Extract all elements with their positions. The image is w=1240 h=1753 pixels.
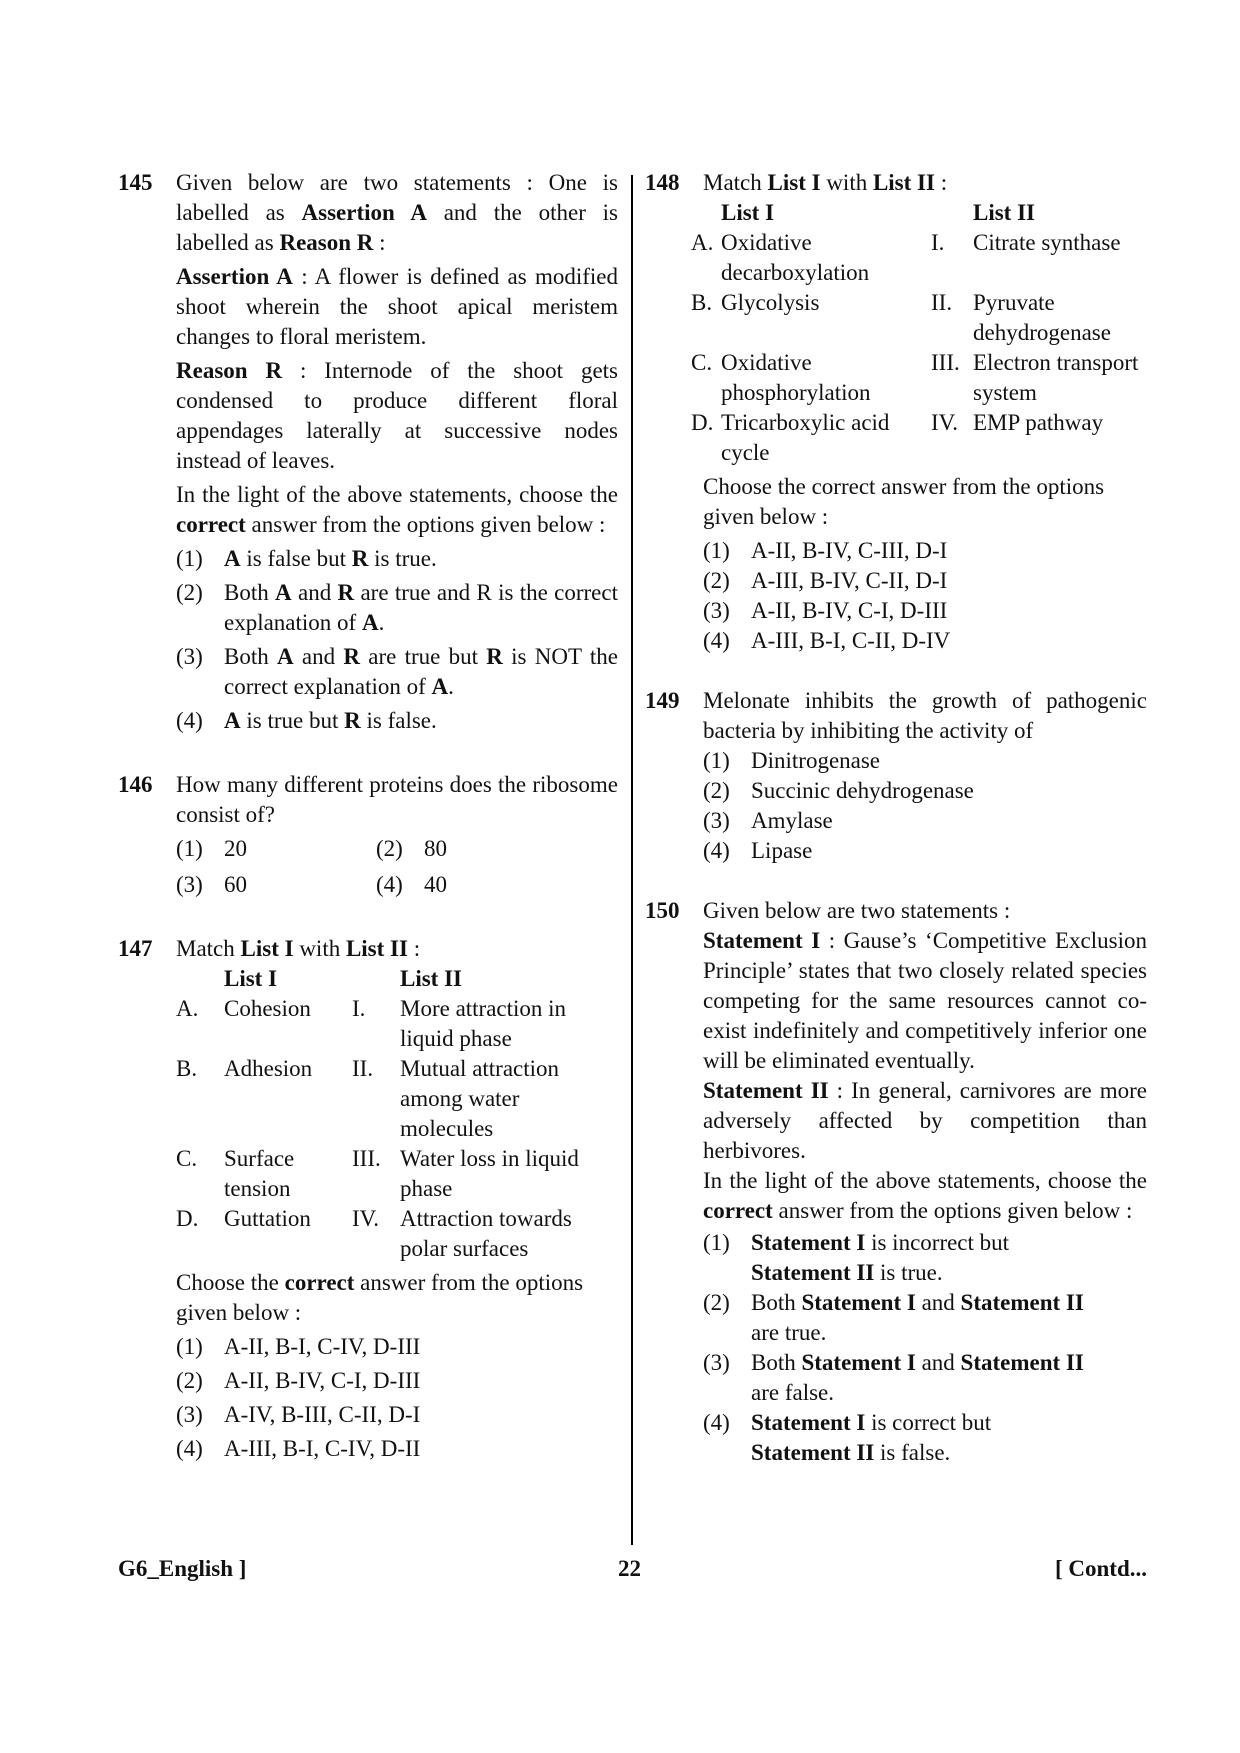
option-text: Both Statement I and Statement II are true. [751, 1290, 1084, 1345]
option-2 [703, 1288, 1147, 1348]
choose-bold: correct [176, 512, 246, 537]
row-roman: III. [352, 1146, 381, 1171]
question-number: 150 [645, 898, 680, 923]
choose-instruction: Choose the correct answer from the options given below : [703, 474, 1105, 529]
choose-instruction [176, 480, 618, 540]
option-number: (3) [703, 598, 730, 623]
list2-item: More attraction in liquid phase [400, 996, 567, 1051]
option-number: (2) [376, 836, 403, 861]
list2-header: List II [973, 200, 1035, 225]
option-text: A-II, B-IV, C-I, D-III [224, 1368, 421, 1393]
statement-2-text: : In general, carnivores are more adversely affected by competition than herbivores. [703, 1078, 1147, 1163]
question-147 [118, 934, 618, 1464]
question-145 [118, 168, 618, 736]
option-number: (3) [176, 644, 203, 669]
option-4 [176, 1434, 618, 1464]
statement-1-label: Statement I [703, 928, 821, 953]
row-roman: I. [352, 996, 366, 1021]
page-number: 22 [618, 1556, 641, 1581]
option-number: (4) [703, 838, 730, 863]
option-number: (2) [703, 778, 730, 803]
column-divider [631, 175, 633, 1545]
option-text: A-II, B-IV, C-III, D-I [751, 538, 948, 563]
option-text: 20 [224, 836, 247, 861]
options [703, 1228, 1147, 1468]
option-text: Dinitrogenase [751, 748, 881, 773]
choose-instruction [176, 1268, 618, 1328]
option-number: (4) [176, 1436, 203, 1461]
option-number: (4) [176, 708, 203, 733]
intro-text: with [820, 170, 873, 195]
row-letter: A. [691, 230, 714, 255]
option-text: Succinic dehydrogenase [751, 778, 974, 803]
list1-item: Guttation [224, 1206, 311, 1231]
option-number: (3) [703, 808, 730, 833]
row-letter: D. [176, 1206, 199, 1231]
question-text: How many different proteins does the ribosome consist of? [176, 772, 618, 827]
assertion-label: Assertion A [176, 264, 293, 289]
option-text: A is true but R is false. [224, 708, 437, 733]
option-text: A-II, B-I, C-IV, D-III [224, 1334, 421, 1359]
option-1 [176, 834, 376, 864]
list1-item: Glycolysis [721, 290, 820, 315]
row-letter: B. [691, 290, 713, 315]
question-149 [645, 686, 1147, 866]
option-1 [703, 536, 1147, 566]
intro-text: : [373, 230, 386, 255]
question-intro [176, 934, 618, 964]
option-number: (1) [176, 1334, 203, 1359]
option-3 [176, 870, 376, 900]
intro-list1: List I [767, 170, 821, 195]
option-2 [176, 578, 618, 638]
option-text: A-III, B-I, C-IV, D-II [224, 1436, 421, 1461]
option-1 [176, 544, 618, 574]
option-text: Amylase [751, 808, 833, 833]
option-text: Both Statement I and Statement II are false. [751, 1350, 1084, 1405]
list2-item: Mutual attraction among water molecules [400, 1056, 560, 1141]
question-number: 148 [645, 170, 680, 195]
question-number: 149 [645, 688, 680, 713]
intro-assertion: Assertion A [301, 200, 427, 225]
option-text: Lipase [751, 838, 813, 863]
choose-text: answer from the options given below : [772, 1198, 1133, 1223]
option-text: A-III, B-IV, C-II, D-I [751, 568, 948, 593]
row-roman: I. [931, 230, 945, 255]
option-text: Statement I is correct but Statement II is false. [751, 1410, 992, 1465]
option-3 [703, 1348, 1147, 1408]
statement-2-label: Statement II [703, 1078, 829, 1103]
options [703, 536, 1147, 656]
choose-text: In the light of the above statements, choose the [176, 482, 618, 507]
question-number: 147 [118, 936, 153, 961]
row-roman: II. [352, 1056, 374, 1081]
intro-list2: List II [872, 170, 935, 195]
list1-item: Oxidative decarboxylation [721, 230, 870, 285]
right-column [645, 168, 1147, 1468]
option-text: A is false but R is true. [224, 546, 437, 571]
option-text: 60 [224, 872, 247, 897]
row-roman: III. [931, 350, 960, 375]
option-2 [703, 776, 1147, 806]
list2-item: Attraction towards polar surfaces [400, 1206, 572, 1261]
list1-item: Adhesion [224, 1056, 313, 1081]
list2-item: Pyruvate dehydrogenase [973, 290, 1111, 345]
option-number: (2) [703, 568, 730, 593]
option-text: 40 [424, 872, 447, 897]
option-4 [176, 706, 618, 736]
option-number: (1) [176, 546, 203, 571]
option-number: (1) [703, 538, 730, 563]
option-1 [703, 1228, 1147, 1288]
option-number: (2) [176, 1368, 203, 1393]
assertion [176, 262, 618, 352]
option-number: (4) [703, 628, 730, 653]
options [176, 1332, 618, 1464]
choose-text: answer from the options given below : [245, 512, 606, 537]
list2-item: Citrate synthase [973, 230, 1121, 255]
statement-1 [703, 926, 1147, 1076]
option-4 [703, 836, 1147, 866]
statement-1-text: : Gause’s ‘Competitive Exclusion Principle’ states that two closely related species competing for the same resources cannot co-exist indefinitely and competitively inferior one will be eliminated eventually. [703, 928, 1147, 1073]
option-text: A-IV, B-III, C-II, D-I [224, 1402, 421, 1427]
intro-text: Given below are two statements : One is labelled as [176, 170, 618, 225]
row-letter: C. [691, 350, 713, 375]
assertion-text: : A flower is defined as modified shoot wherein the shoot apical meristem changes to floral meristem. [176, 264, 618, 349]
row-letter: A. [176, 996, 199, 1021]
list1-item: Cohesion [224, 996, 311, 1021]
intro-list2: List II [345, 936, 408, 961]
question-number: 146 [118, 772, 153, 797]
option-number: (1) [176, 836, 203, 861]
intro-text: : [934, 170, 948, 195]
choose-text: In the light of the above statements, choose the [703, 1168, 1147, 1193]
intro-text: with [293, 936, 346, 961]
row-roman: IV. [352, 1206, 380, 1231]
footer-code: G6_English ] [118, 1556, 247, 1581]
question-148 [645, 168, 1147, 656]
question-150 [645, 896, 1147, 1468]
option-number: (1) [703, 748, 730, 773]
question-intro [176, 168, 618, 258]
list2-item: EMP pathway [973, 410, 1104, 435]
question-text: Melonate inhibits the growth of pathogenic bacteria by inhibiting the activity of [703, 688, 1147, 743]
option-number: (3) [176, 872, 203, 897]
choose-instruction [703, 1166, 1147, 1226]
option-4 [376, 870, 576, 900]
row-letter: B. [176, 1056, 198, 1081]
list1-item: Surface tension [224, 1146, 295, 1201]
option-4 [703, 626, 1147, 656]
options [703, 746, 1147, 866]
reason-text: : Internode of the shoot gets condensed to produce different floral appendages laterally at successive nodes instead of leaves. [176, 358, 619, 473]
intro-reason: Reason R [279, 230, 374, 255]
match-table [176, 964, 618, 1264]
question-number: 145 [118, 170, 153, 195]
option-number: (1) [703, 1230, 730, 1255]
left-column [118, 168, 618, 1468]
choose-text: answer from the options given below : [176, 1270, 584, 1325]
option-3 [176, 642, 618, 702]
options [176, 834, 618, 900]
option-text: 80 [424, 836, 447, 861]
option-text: Both A and R are true but R is NOT the correct explanation of A. [224, 644, 618, 699]
list2-item: Electron transport system [973, 350, 1139, 405]
option-text: A-III, B-I, C-II, D-IV [751, 628, 951, 653]
option-number: (2) [176, 580, 203, 605]
option-2 [376, 834, 576, 864]
intro-text: and the other is labelled as [176, 200, 618, 255]
intro-text: : [407, 936, 421, 961]
option-2 [176, 1366, 618, 1396]
options [176, 544, 618, 736]
option-number: (4) [703, 1410, 730, 1435]
list1-header: List I [224, 966, 278, 991]
match-table [691, 198, 1147, 468]
option-3 [176, 1400, 618, 1430]
intro-list1: List I [240, 936, 294, 961]
option-1 [176, 1332, 618, 1362]
option-1 [703, 746, 1147, 776]
row-letter: D. [691, 410, 714, 435]
option-text: Both A and R are true and R is the correct explanation of A. [224, 580, 618, 635]
list1-header: List I [721, 200, 775, 225]
option-4 [703, 1408, 1147, 1468]
page-footer [118, 1556, 1147, 1588]
list1-item: Oxidative phosphorylation [721, 350, 871, 405]
statement-2 [703, 1076, 1147, 1166]
option-number: (2) [703, 1290, 730, 1315]
choose-text: Choose the [176, 1270, 285, 1295]
option-text: A-II, B-IV, C-I, D-III [751, 598, 948, 623]
choose-bold: correct [284, 1270, 355, 1295]
reason [176, 356, 618, 476]
row-roman: IV. [931, 410, 959, 435]
option-3 [703, 596, 1147, 626]
option-number: (4) [376, 872, 403, 897]
list2-item: Water loss in liquid phase [400, 1146, 579, 1201]
row-roman: II. [931, 290, 953, 315]
intro-text: Match [703, 170, 768, 195]
option-text: Statement I is incorrect but Statement II is true. [751, 1230, 1010, 1285]
list1-item: Tricarboxylic acid cycle [721, 410, 890, 465]
question-146 [118, 770, 618, 900]
question-intro [703, 168, 1147, 198]
option-3 [703, 806, 1147, 836]
reason-label: Reason R [176, 358, 283, 383]
question-intro: Given below are two statements : [703, 898, 1011, 923]
choose-bold: correct [703, 1198, 773, 1223]
option-number: (3) [176, 1402, 203, 1427]
intro-text: Match [176, 936, 241, 961]
footer-contd: [ Contd... [1054, 1556, 1147, 1581]
option-number: (3) [703, 1350, 730, 1375]
row-letter: C. [176, 1146, 198, 1171]
list2-header: List II [400, 966, 462, 991]
option-2 [703, 566, 1147, 596]
